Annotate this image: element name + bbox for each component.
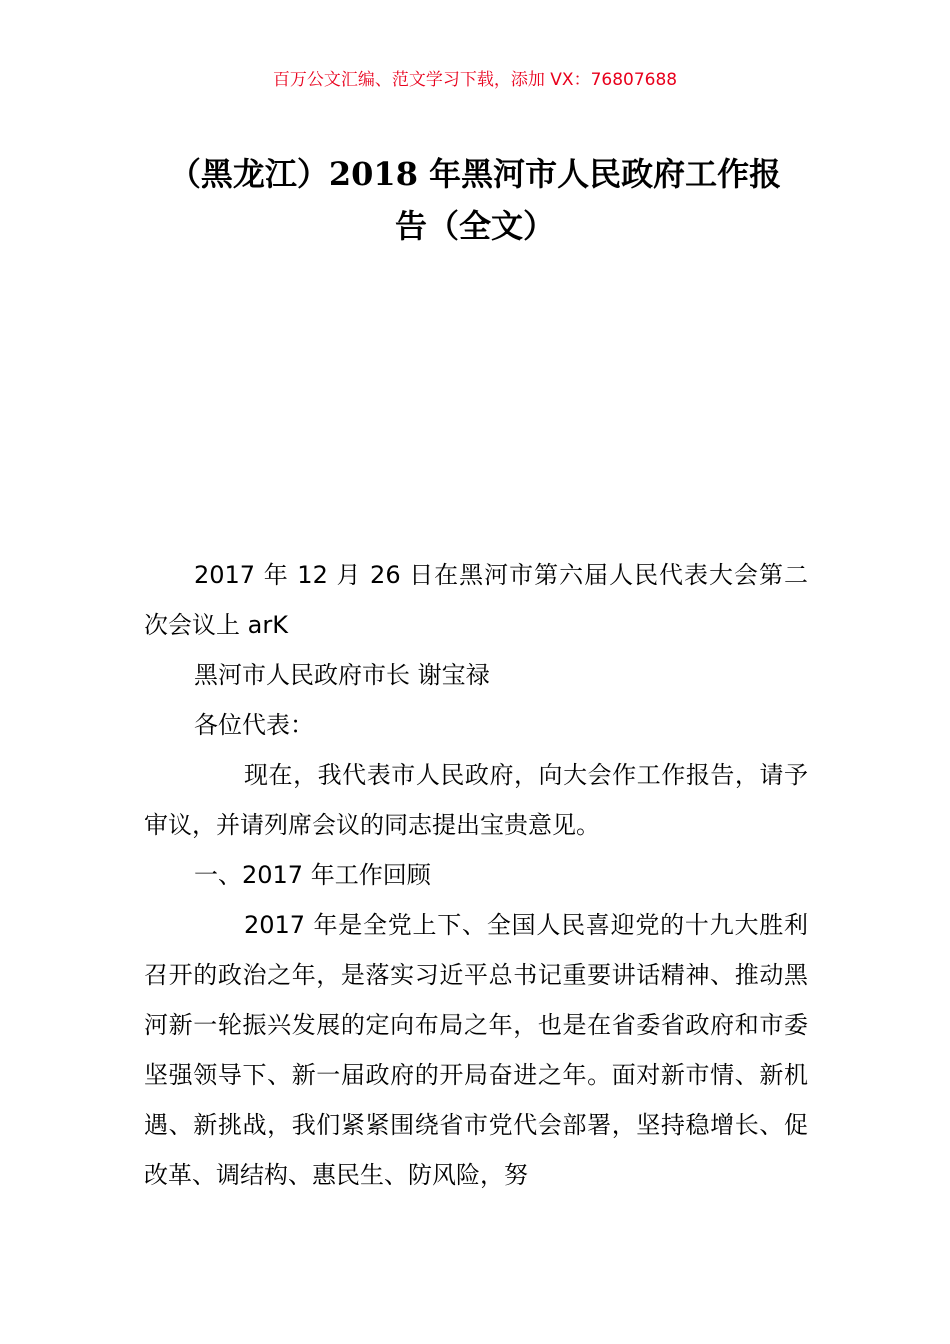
section-body-paragraph: 2017 年是全党上下、全国人民喜迎党的十九大胜利召开的政治之年，是落实习近平总书记重要讲话精神、推动黑河新一轮振兴发展的定向布局之年，也是在省委省政府和市委坚强领导下、新一届政府的开局奋进之年。面对新市情、新机遇、新挑战，我们紧紧围绕省市党代会部署，坚持稳增长、促改革、调结构、惠民生、防风险，努 — [144, 911, 808, 1189]
header-watermark-note: 百万公文汇编、范文学习下载，添加 VX：76807688 — [272, 70, 678, 90]
section-heading: 一、2017 年工作回顾 — [194, 861, 431, 889]
document-body — [144, 550, 808, 1200]
title-line-1: （黑龙江）2018 年黑河市人民政府工作报 — [168, 155, 782, 193]
document-title — [120, 148, 830, 252]
speaker-line: 黑河市人民政府市长 谢宝禄 — [194, 661, 490, 689]
date-location-line: 2017 年 12 月 26 日在黑河市第六届人民代表大会第二次会议上 arK — [144, 561, 808, 639]
salutation: 各位代表： — [194, 711, 314, 739]
title-line-2: 告（全文） — [394, 207, 555, 245]
intro-paragraph: 现在，我代表市人民政府，向大会作工作报告，请予审议，并请列席会议的同志提出宝贵意见。 — [144, 761, 808, 839]
